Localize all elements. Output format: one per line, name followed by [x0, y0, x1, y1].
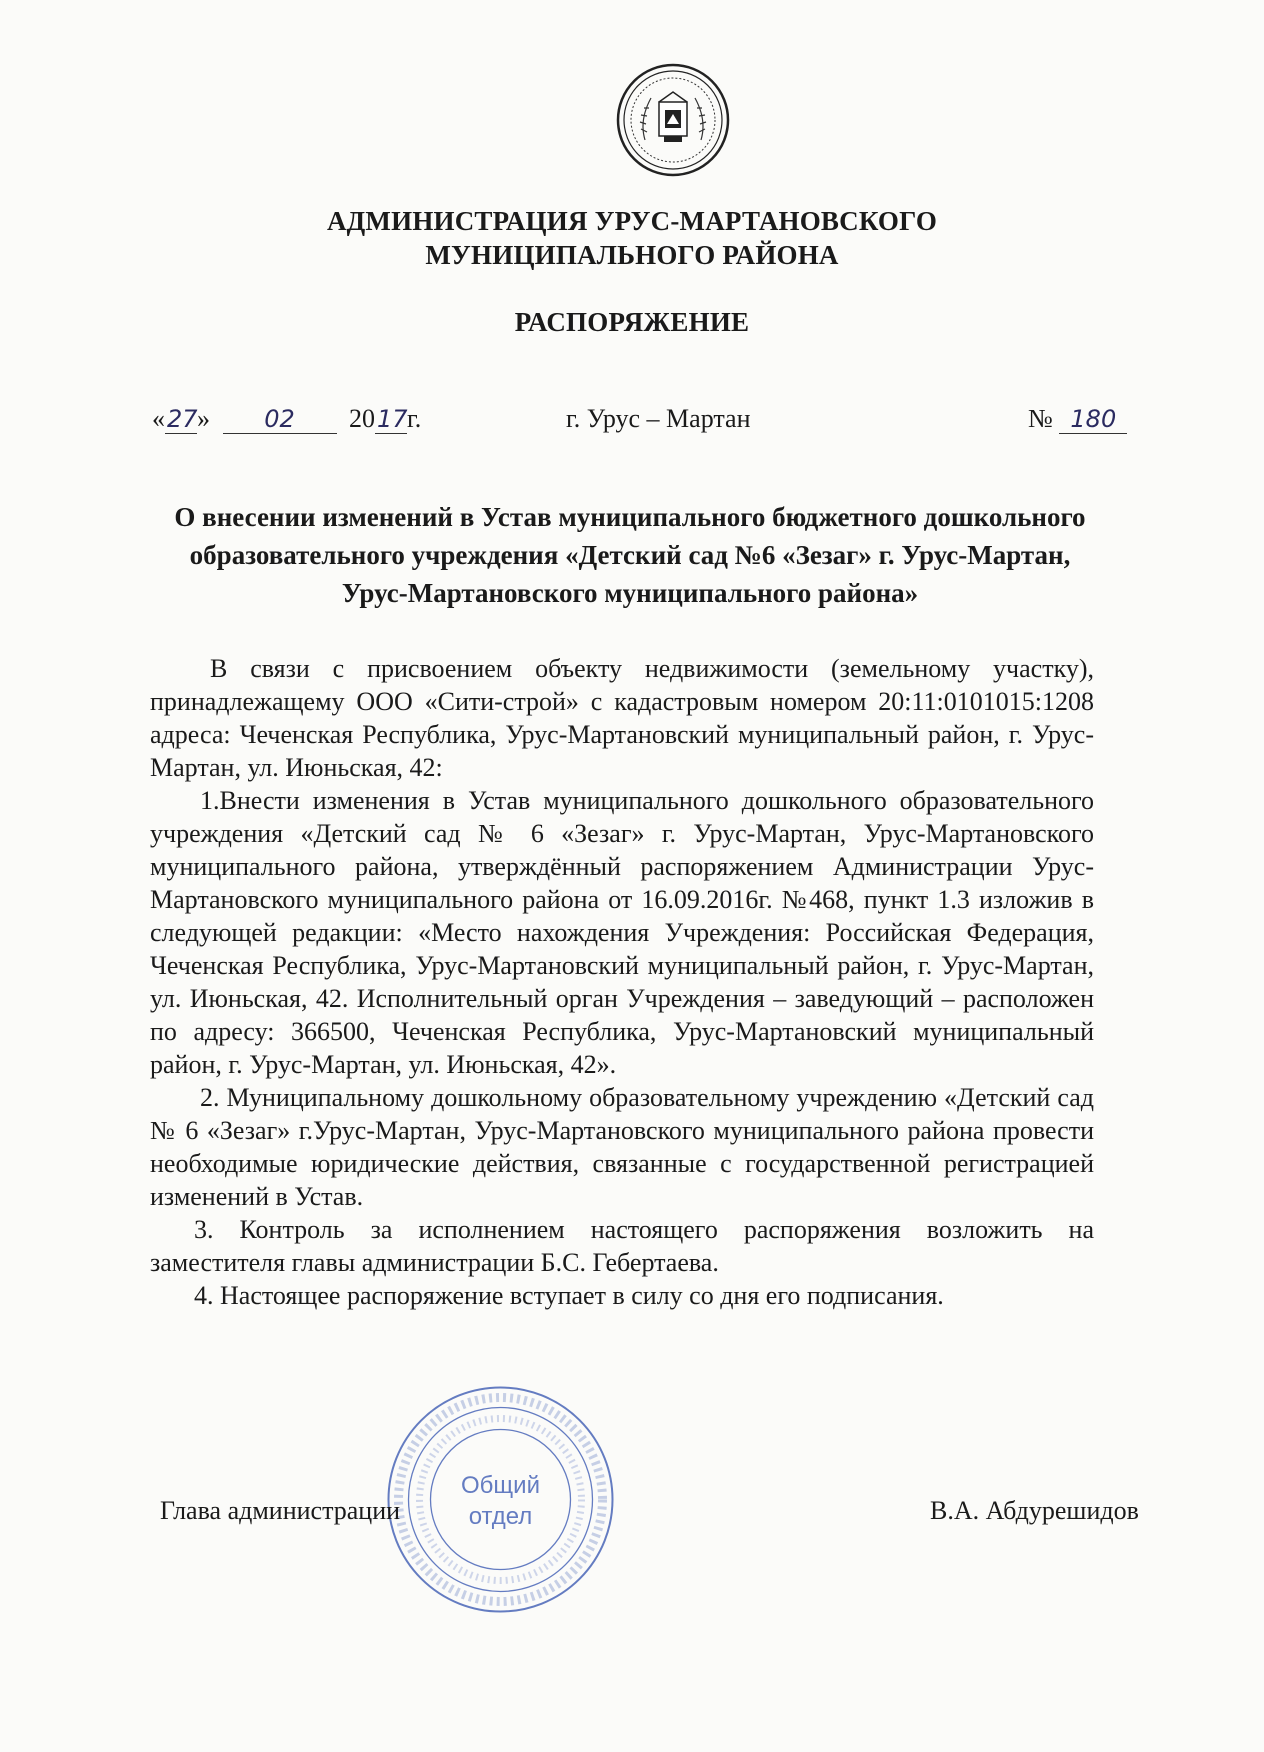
document-type-heading: РАСПОРЯЖЕНИЕ	[514, 307, 750, 337]
city-name: г. Урус – Мартан	[566, 404, 751, 433]
number-value: 180	[1059, 405, 1127, 434]
header-line-1: АДМИНИСТРАЦИЯ УРУС-МАРТАНОВСКОГО	[326, 206, 938, 236]
document-title	[150, 498, 1110, 612]
header-line-2: МУНИЦИПАЛЬНОГО РАЙОНА	[425, 240, 839, 270]
coat-of-arms-emblem	[615, 62, 731, 178]
title-line-3: Урус-Мартановского муниципального района»	[341, 578, 919, 608]
intro-paragraph: В связи с присвоением объекту недвижимости (земельному участку), принадлежащему ООО «Сити-строй» с кадастровым номером 20:11:0101015:1208 адреса: Чеченская Республика, Урус-Мартановский муниципальный район, г. Урус-Мартан, ул. Июньская, 42:	[150, 654, 1094, 782]
date-year-suffix: 17	[377, 405, 408, 433]
document-number	[1028, 404, 1127, 434]
signatory-name: В.А. Абдурешидов	[930, 1496, 1139, 1525]
item-3-paragraph: 3. Контроль за исполнением настоящего распоряжения возложить на заместителя главы администрации Б.С. Гебертаева.	[150, 1215, 1094, 1277]
date-month: 02	[223, 405, 337, 434]
document-body	[150, 652, 1094, 1312]
title-line-2: образовательного учреждения «Детский сад №6 «Зезаг» г. Урус-Мартан,	[189, 540, 1071, 570]
date-day: 27	[167, 405, 198, 433]
official-stamp	[383, 1382, 618, 1617]
title-line-1: О внесении изменений в Устав муниципального бюджетного дошкольного	[174, 502, 1086, 532]
date-field	[152, 404, 421, 434]
stamp-center-line-1: Общий	[461, 1472, 540, 1499]
date-close-quote: »	[197, 404, 210, 433]
date-year-prefix: 20	[349, 404, 375, 433]
signatory-position: Глава администрации	[160, 1496, 401, 1525]
item-4-paragraph: 4. Настоящее распоряжение вступает в силу со дня его подписания.	[194, 1281, 944, 1310]
date-year-unit: г.	[407, 404, 422, 433]
item-1-paragraph: 1.Внести изменения в Устав муниципального дошкольного образовательного учреждения «Детский сад № 6 «Зезаг» г. Урус-Мартан, Урус-Мартановского муниципального района, утверждённый распоряжением Администрации Урус-Мартановского муниципального района от 16.09.2016г. №468, пункт 1.3 изложив в следующей редакции: «Место нахождения Учреждения: Российская Федерация, Чеченская Республика, Урус-Мартановский муниципальный район, г. Урус-Мартан, ул. Июньская, 42. Исполнительный орган Учреждения – заведующий – расположен по адресу: 366500, Чеченская Республика, Урус-Мартановский муниципальный район, г. Урус-Мартан, ул. Июньская, 42».	[150, 786, 1094, 1079]
stamp-center-line-2: отдел	[468, 1503, 533, 1530]
item-2-paragraph: 2. Муниципальному дошкольному образовательному учреждению «Детский сад № 6 «Зезаг» г.Урус-Мартан, Урус-Мартановского муниципального района провести необходимые юридические действия, связанные с государственной регистрацией изменений в Устав.	[150, 1083, 1094, 1211]
number-label: №	[1028, 404, 1053, 433]
date-open-quote: «	[152, 404, 165, 433]
